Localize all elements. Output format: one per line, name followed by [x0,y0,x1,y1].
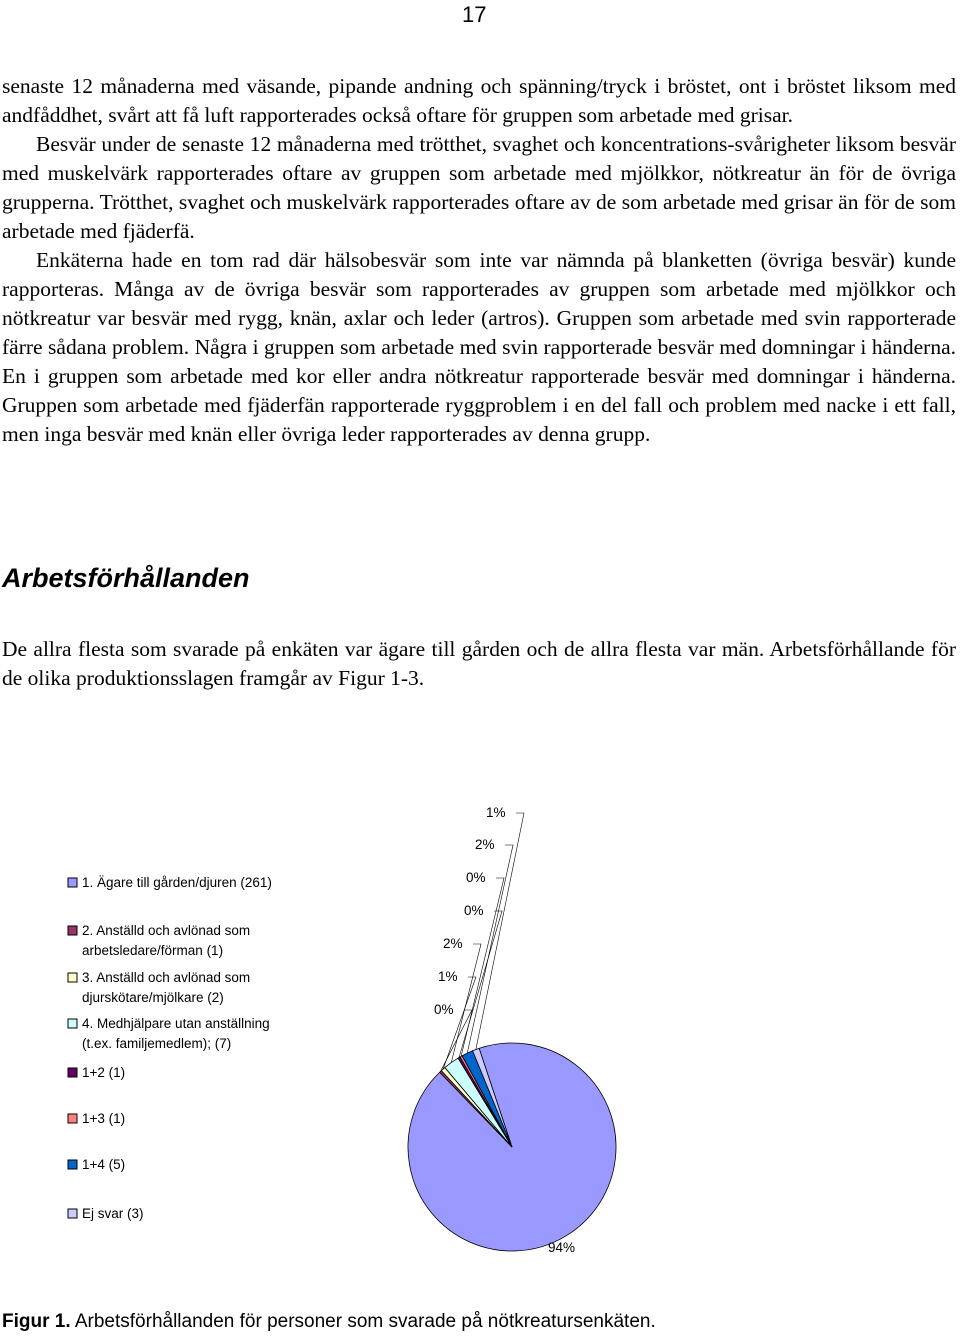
legend-label: Ej svar (3) [82,1206,144,1221]
paragraph: Besvär under de senaste 12 månaderna med trötthet, svaghet och koncentrations-svårigheter liksom besvär med muskelvärk rapporterades oftare av gruppen som arbetade med mjölkkor, nötkreatur än för de övriga grupperna. Trötthet, svaghet och muskelvärk rapporterades oftare av de som arbetade med grisar än för de som arbetade med fjäderfä. [2,132,956,243]
legend-label: 1+3 (1) [82,1111,126,1126]
figure-caption [2,1311,656,1333]
slice-label: 94% [548,1240,576,1255]
page-number: 17 [462,2,487,27]
slice-label: 2% [443,936,463,951]
chart-legend [68,875,272,1221]
legend-label: 2. Anställd och avlönad som [82,923,251,938]
legend-label: (t.ex. familjemedlem); (7) [82,1036,232,1051]
section-heading: Arbetsförhållanden [2,563,250,593]
leader-line [459,911,502,1057]
slice-label: 0% [434,1002,454,1017]
slice-label: 1% [438,969,458,984]
legend-label: 1+4 (5) [82,1157,126,1172]
legend-label: 1+2 (1) [82,1065,126,1080]
legend-swatch [68,1019,77,1028]
slice-label: 2% [475,837,495,852]
legend-label: 3. Anställd och avlönad som [82,970,251,985]
legend-swatch [68,1209,77,1218]
paragraph: De allra flesta som svarade på enkäten var ägare till gården och de allra flesta var män. Arbetsförhållande för de olika produktionsslagen framgår av Figur 1-3. [2,637,956,690]
legend-swatch [68,926,77,935]
paragraph: senaste 12 månaderna med väsande, pipande andning och spänning/tryck i bröstet, ont i bröstet liksom med andfåddhet, svårt att få luft rapporterades också oftare för gruppen som arbetade med grisar. [2,74,956,127]
legend-swatch [68,1114,77,1123]
legend-label: djurskötare/mjölkare (2) [82,990,224,1005]
legend-label: 1. Ägare till gården/djuren (261) [82,875,272,890]
slice-label: 0% [464,903,484,918]
slice-label: 1% [486,805,506,820]
caption-text: Arbetsförhållanden för personer som svarade på nötkreatursenkäten. [70,1311,656,1332]
paragraph: Enkäterna hade en tom rad där hälsobesvär som inte var nämnda på blanketten (övriga besvär) kunde rapporteras. Många av de övriga besvär som rapporterades av gruppen som arbetade med mjölkkor och nötkreatur var besvär med rygg, knän, axlar och leder (artros). Gruppen som arbetade med svin rapporterade färre sådana problem. Några i gruppen som arbetade med svin rapporterade besvär med domningar i händerna. En i gruppen som arbetade med kor eller andra nötkreatur rapporterade besvär med domningar i händerna. Gruppen som arbetade med fjäderfän rapporterade ryggproblem i en del fall och problem med nacke i ett fall, men inga besvär med knän eller övriga leder rapporterades av denna grupp. [2,248,956,446]
legend-label: arbetsledare/förman (1) [82,943,224,958]
legend-swatch [68,973,77,982]
legend-label: 4. Medhjälpare utan anställning [82,1016,270,1031]
body-text-block-2 [2,635,956,693]
slice-label: 0% [466,870,486,885]
pie-slices [408,1043,616,1251]
caption-prefix: Figur 1. [2,1311,71,1332]
body-text-block-1 [2,72,956,449]
pie-chart-figure [0,790,960,1310]
legend-swatch [68,1068,77,1077]
legend-swatch [68,878,77,887]
legend-swatch [68,1160,77,1169]
